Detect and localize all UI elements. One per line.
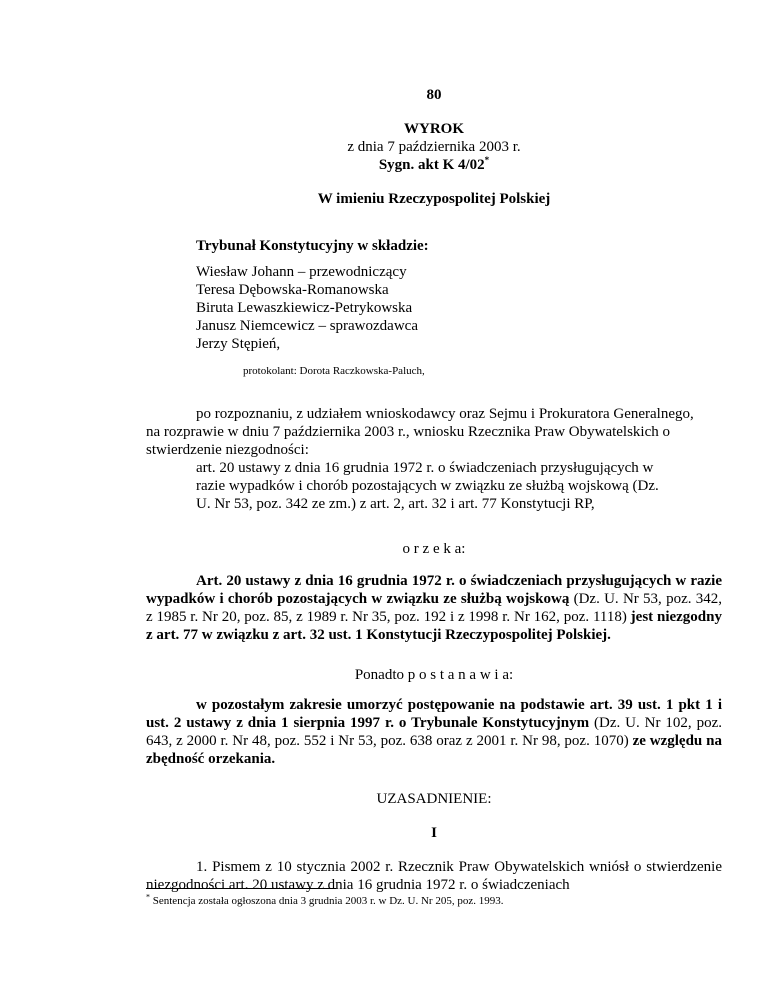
ruling-citation: (Dz. U. Nr 53, poz. 342, z 1985 r. Nr 20, poz. 85, z 1989 r. Nr 35, poz. 192 i z 1998 r. Nr 162, poz. 1118) <box>146 591 722 625</box>
consideration-line-3: stwierdzenie niezgodności: <box>146 442 309 458</box>
composition-intro: Trybunał Konstytucyjny w składzie: <box>196 238 429 254</box>
further-label-prefix: Ponadto <box>354 667 408 683</box>
further-label-spaced: p o s t a n a w i a: <box>407 667 514 683</box>
decision-bold-2: ze względu na zbędność orzekania. <box>146 733 722 767</box>
footnote <box>146 892 504 908</box>
ruling-bold-2: jest niezgodny z art. 77 w związku z art. 32 ust. 1 Konstytucji Rzeczypospolitej Polskiej. <box>146 609 722 643</box>
consideration-line-2: na rozprawie w dniu 7 października 2003 r., wniosku Rzecznika Praw Obywatelskich o <box>146 424 671 440</box>
footnote-mark: * <box>146 892 150 902</box>
case-signature-text: Sygn. akt K 4/02 <box>378 157 485 173</box>
judgment-title: WYROK <box>404 121 464 137</box>
footnote-divider <box>146 888 336 889</box>
judge-item: Biruta Lewaszkiewicz-Petrykowska <box>196 300 413 316</box>
judge-item: Teresa Dębowska-Romanowska <box>196 282 389 298</box>
judge-item: Wiesław Johann – przewodniczący <box>196 264 407 280</box>
decision-paragraph <box>146 696 722 768</box>
judgment-date: z dnia 7 października 2003 r. <box>347 139 521 155</box>
in-name-of-heading: W imieniu Rzeczypospolitej Polskiej <box>317 191 551 207</box>
section-number: I <box>431 825 437 841</box>
decision-bold-1: w pozostałym zakresie umorzyć postępowanie na podstawie art. 39 ust. 1 pkt 1 i ust. 2 ustawy z dnia 1 sierpnia 1997 r. o Trybunale Konstytucyjnym <box>146 697 722 731</box>
footnote-reference: * <box>484 155 490 165</box>
question-line-2: razie wypadków i chorób pozostających w związku ze służbą wojskową (Dz. <box>196 478 659 494</box>
judge-item: Janusz Niemcewicz – sprawozdawca <box>196 318 418 334</box>
ruling-label: o r z e k a: <box>402 541 466 557</box>
judge-item: Jerzy Stępień, <box>196 336 281 352</box>
footnote-text: Sentencja została ogłoszona dnia 3 grudnia 2003 r. w Dz. U. Nr 205, poz. 1993. <box>152 895 504 907</box>
page-number: 80 <box>426 87 442 103</box>
consideration-line-1: po rozpoznaniu, z udziałem wnioskodawcy oraz Sejmu i Prokuratora Generalnego, <box>196 406 694 422</box>
case-signature <box>146 156 722 174</box>
ruling-paragraph <box>146 572 722 644</box>
ruling-bold-1: Art. 20 ustawy z dnia 16 grudnia 1972 r. o świadczeniach przysługujących w razie wypadków i chorób pozostających w związku ze służbą wojskową <box>146 573 722 607</box>
decision-citation: (Dz. U. Nr 102, poz. 643, z 2000 r. Nr 48, poz. 552 i Nr 53, poz. 638 oraz z 2001 r. Nr 98, poz. 1070) <box>146 715 722 749</box>
justification-heading: UZASADNIENIE: <box>376 791 492 807</box>
body-paragraph: 1. Pismem z 10 stycznia 2002 r. Rzecznik Praw Obywatelskich wniósł o stwierdzenie niezgodności art. 20 ustawy z dnia 16 grudnia 1972 r. o świadczeniach <box>146 859 722 893</box>
further-label <box>146 666 722 684</box>
question-line-1: art. 20 ustawy z dnia 16 grudnia 1972 r. o świadczeniach przysługujących w <box>196 460 654 476</box>
question-line-3: U. Nr 53, poz. 342 ze zm.) z art. 2, art. 32 i art. 77 Konstytucji RP, <box>196 496 595 512</box>
clerk-line: protokolant: Dorota Raczkowska-Paluch, <box>243 365 425 377</box>
judges-list <box>196 263 418 353</box>
